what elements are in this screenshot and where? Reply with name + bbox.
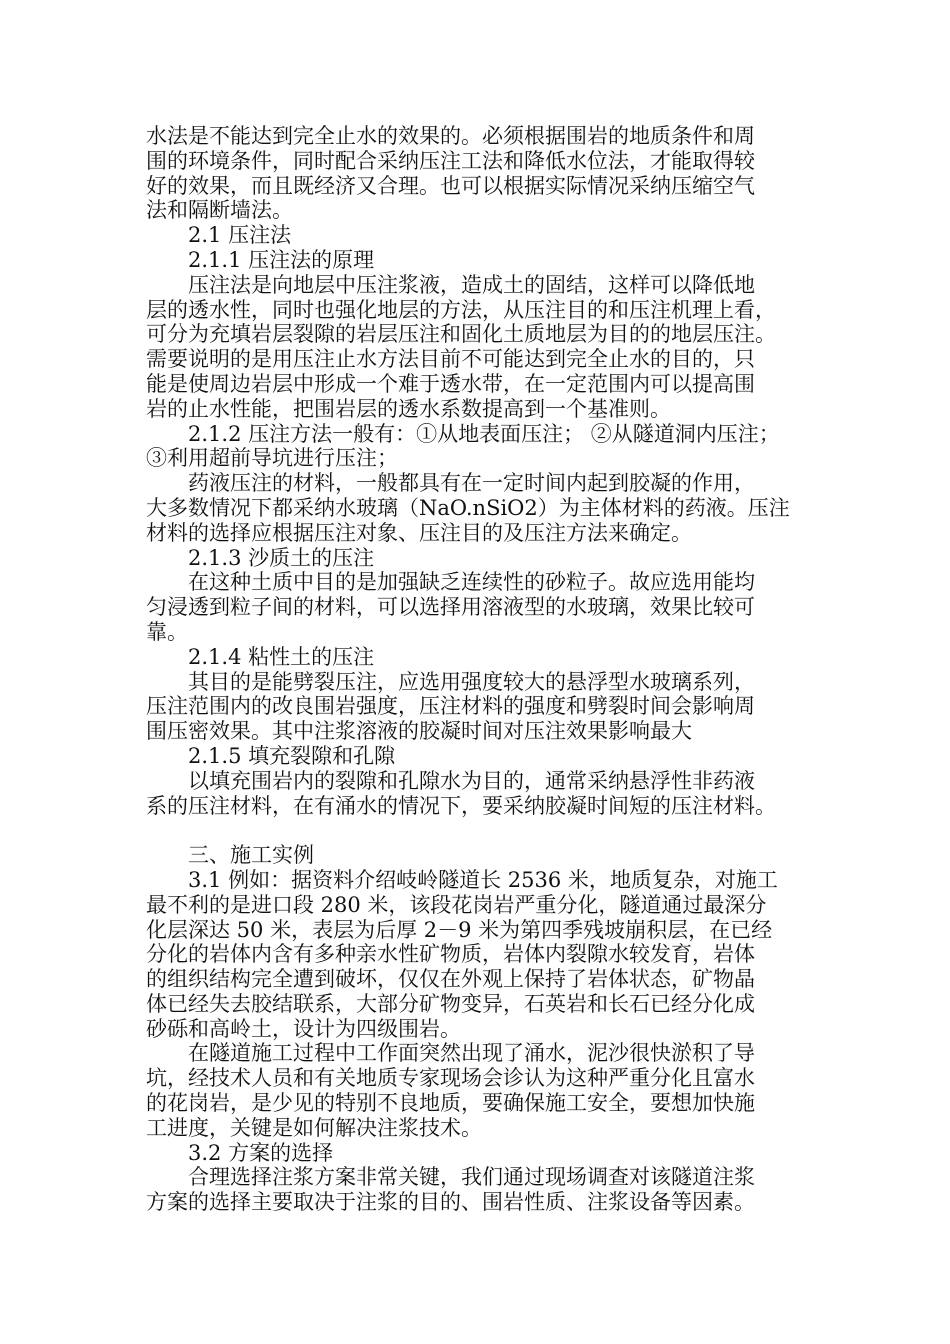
text-line: 层的透水性，同时也强化地层的方法，从压注目的和压注机理上看， [146, 297, 776, 322]
text-line: 围的环境条件，同时配合采纳压注工法和降低水位法，才能取得较 [146, 148, 755, 173]
text-line: 靠。 [146, 619, 188, 644]
text-line: 匀浸透到粒子间的材料，可以选择用溶液型的水玻璃，效果比较可 [146, 595, 755, 620]
text-line: 能是使周边岩层中形成一个难于透水带，在一定范围内可以提高围 [146, 371, 755, 396]
text-line: 化层深达 50 米，表层为后厚 2－9 米为第四季残坡崩积层，在已经 [146, 917, 773, 942]
text-line: 系的压注材料，在有涌水的情况下，要采纳胶凝时间短的压注材料。 [146, 793, 776, 818]
text-line: 方案的选择主要取决于注浆的目的、围岩性质、注浆设备等因素。 [146, 1190, 755, 1215]
text-line: 分化的岩体内含有多种亲水性矿物质，岩体内裂隙水较发育，岩体 [146, 942, 755, 967]
text-line: 工进度，关键是如何解决注浆技术。 [146, 1115, 482, 1140]
text-line: 合理选择注浆方案非常关键，我们通过现场调查对该隧道注浆 [188, 1165, 755, 1190]
subsection-heading: 2.1.5 填充裂隙和孔隙 [188, 743, 396, 768]
text-line: 的花岗岩，是少见的特别不良地质，要确保施工安全，要想加快施 [146, 1091, 755, 1116]
text-line: 最不利的是进口段 280 米，该段花岗岩严重分化，隧道通过最深分 [146, 892, 767, 917]
section-heading: 三、施工实例 [188, 843, 314, 868]
text-line: 可分为充填岩层裂隙的岩层压注和固化土质地层为目的的地层压注。 [146, 322, 776, 347]
text-line: 坑，经技术人员和有关地质专家现场会诊认为这种严重分化且富水 [146, 1066, 755, 1091]
blank-line [146, 818, 814, 843]
text-line: 的组织结构完全遭到破坏，仅仅在外观上保持了岩体状态，矿物晶 [146, 967, 755, 992]
text-line: 岩的止水性能，把围岩层的透水系数提高到一个基准则。 [146, 396, 671, 421]
text-line: 3.1 例如：据资料介绍岐岭隧道长 2536 米，地质复杂，对施工 [188, 867, 778, 892]
text-line: 法和隔断墙法。 [146, 198, 293, 223]
text-line: 大多数情况下都采纳水玻璃（NaO.nSiO2）为主体材料的药液。压注 [146, 495, 790, 520]
subsection-heading: 2.1.3 沙质土的压注 [188, 545, 375, 570]
text-line: 好的效果，而且既经济又合理。也可以根据实际情况采纳压缩空气 [146, 173, 755, 198]
text-line: 在隧道施工过程中工作面突然出现了涌水，泥沙很快淤积了导 [188, 1041, 755, 1066]
subsection-heading: 2.1.4 粘性土的压注 [188, 644, 375, 669]
text-line: 以填充围岩内的裂隙和孔隙水为目的，通常采纳悬浮性非药液 [188, 768, 755, 793]
text-line: 其目的是能劈裂压注，应选用强度较大的悬浮型水玻璃系列， [188, 669, 755, 694]
text-line: 压注范围内的改良围岩强度，压注材料的强度和劈裂时间会影响周 [146, 694, 755, 719]
subsection-heading: 2.1.1 压注法的原理 [188, 247, 375, 272]
section-heading: 2.1 压注法 [188, 223, 292, 248]
document-page [146, 124, 814, 1215]
text-line: 砂砾和高岭土，设计为四级围岩。 [146, 1016, 461, 1041]
subsection-heading: 2.1.2 压注方法一般有：①从地表面压注； ②从隧道洞内压注； [188, 421, 780, 446]
text-line: 材料的选择应根据压注对象、压注目的及压注方法来确定。 [146, 520, 692, 545]
subsection-heading: 3.2 方案的选择 [188, 1140, 334, 1165]
text-line: 需要说明的是用压注止水方法目前不可能达到完全止水的目的，只 [146, 347, 755, 372]
text-line: ③利用超前导坑进行压注； [146, 446, 398, 471]
text-line: 水法是不能达到完全止水的效果的。必须根据围岩的地质条件和周 [146, 124, 755, 148]
text-line: 围压密效果。其中注浆溶液的胶凝时间对压注效果影响最大 [146, 719, 692, 744]
text-line: 在这种土质中目的是加强缺乏连续性的砂粒子。故应选用能均 [188, 570, 755, 595]
text-line: 压注法是向地层中压注浆液，造成土的固结，这样可以降低地 [188, 272, 755, 297]
text-line: 药液压注的材料，一般都具有在一定时间内起到胶凝的作用， [188, 471, 755, 496]
text-line: 体已经失去胶结联系，大部分矿物变异，石英岩和长石已经分化成 [146, 991, 755, 1016]
